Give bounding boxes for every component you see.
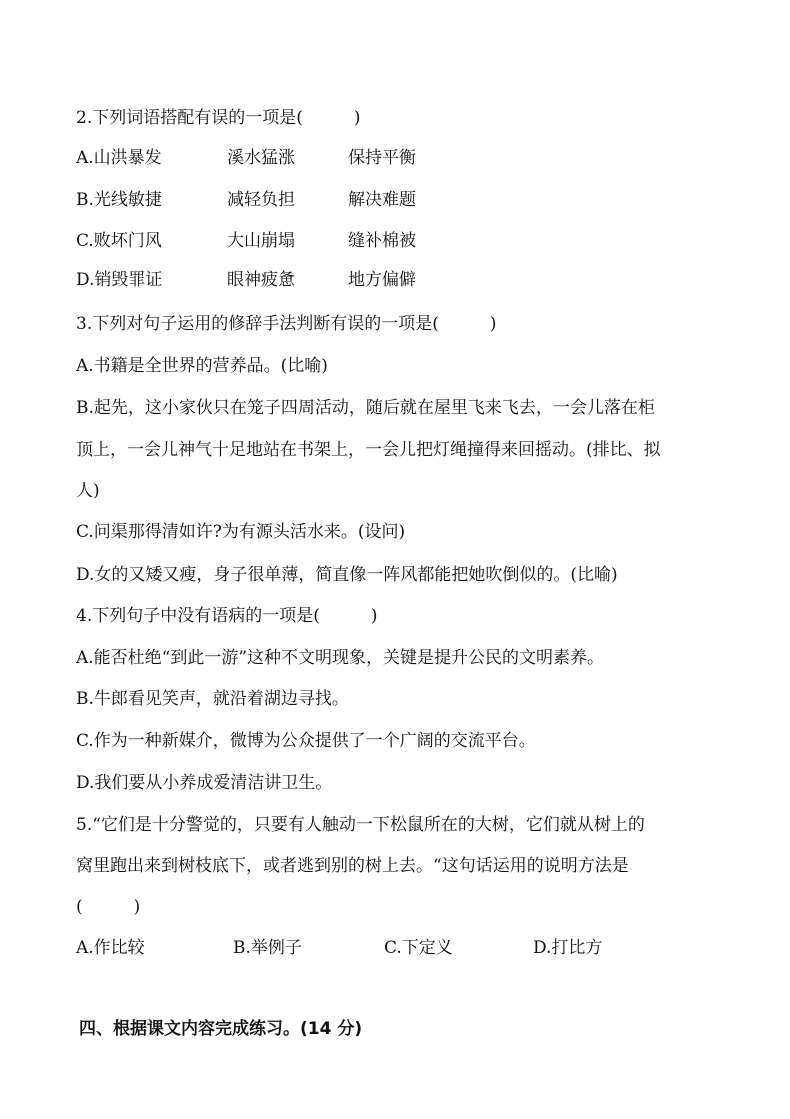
q5-option-b: B.举例子 (233, 938, 302, 958)
q2-option-a-3: 保持平衡 (348, 148, 416, 168)
q2-option-a-1: A.山洪暴发 (76, 148, 162, 168)
q2-option-c-1: C.败坏门风 (76, 231, 162, 251)
section-4-title: 四、根据课文内容完成练习。(14 分) (79, 1019, 363, 1039)
q2-option-b-1: B.光线敏捷 (76, 190, 162, 210)
q2-option-a-2: 溪水猛涨 (227, 148, 295, 168)
q2-option-d-1: D.销毁罪证 (76, 270, 163, 290)
q2-option-c-3: 缝补棉被 (348, 231, 416, 251)
q2-option-b-2: 减轻负担 (227, 190, 295, 210)
q3-option-d: D.女的又矮又瘦，身子很单薄，简直像一阵风都能把她吹倒似的。(比喻) (76, 565, 618, 585)
q2-option-d-2: 眼神疲惫 (227, 270, 295, 290)
q5-option-c: C.下定义 (384, 938, 453, 958)
q4-option-a: A.能否杜绝“到此一游”这种不文明现象，关键是提升公民的文明素养。 (76, 648, 605, 668)
q2-option-b-3: 解决难题 (348, 190, 416, 210)
q3-option-b-line1: B.起先，这小家伙只在笼子四周活动，随后就在屋里飞来飞去，一会儿落在柜 (76, 398, 655, 418)
q2-option-d-3: 地方偏僻 (348, 270, 416, 290)
q2-option-c-2: 大山崩塌 (227, 231, 295, 251)
q4-option-c: C.作为一种新媒介，微博为公众提供了一个广阔的交流平台。 (76, 731, 536, 751)
q5-stem-line2: 窝里跑出来到树枝底下，或者逃到别的树上去。“这句话运用的说明方法是 (76, 856, 629, 876)
q3-option-c: C.问渠那得清如许?为有源头活水来。(设问) (76, 522, 406, 542)
q3-stem: 3.下列对句子运用的修辞手法判断有误的一项是( ) (76, 314, 497, 334)
q5-option-a: A.作比较 (76, 938, 145, 958)
q3-option-b-line2: 顶上，一会儿神气十足地站在书架上，一会儿把灯绳撞得来回摇动。(排比、拟 (76, 440, 661, 460)
q4-stem: 4.下列句子中没有语病的一项是( ) (76, 606, 378, 626)
q4-option-b: B.牛郎看见笑声，就沿着湖边寻找。 (76, 689, 349, 709)
q5-stem-line1: 5.“它们是十分警觉的，只要有人触动一下松鼠所在的大树，它们就从树上的 (76, 815, 645, 835)
q3-option-a: A.书籍是全世界的营养品。(比喻) (76, 356, 328, 376)
q2-stem: 2.下列词语搭配有误的一项是( ) (76, 108, 361, 128)
q4-option-d: D.我们要从小养成爱清洁讲卫生。 (76, 773, 333, 793)
q3-option-b-line3: 人) (76, 481, 100, 501)
q5-option-d: D.打比方 (533, 938, 603, 958)
q5-stem-line3: ( ) (76, 897, 141, 917)
